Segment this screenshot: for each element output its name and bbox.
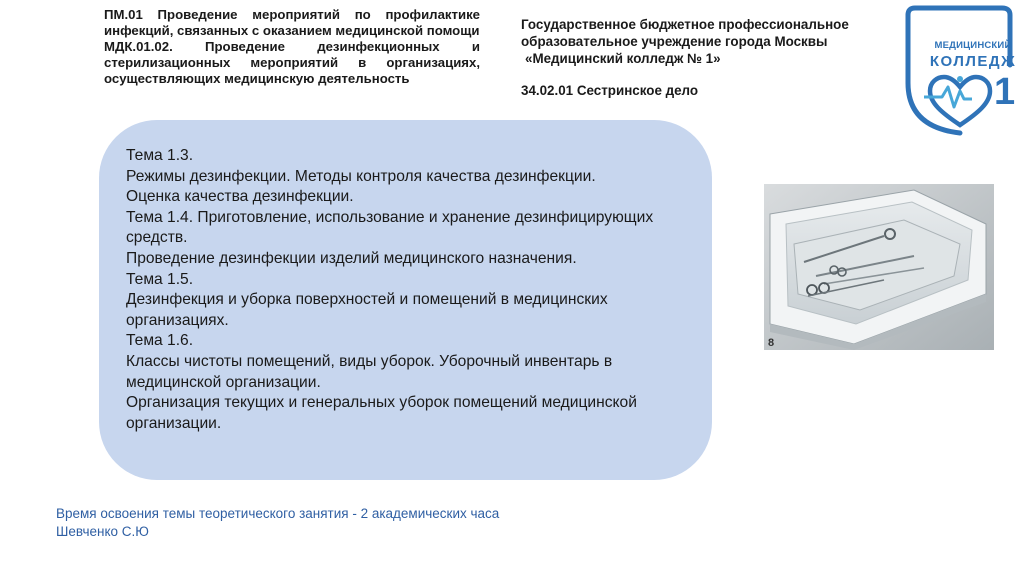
author-name: Шевченко С.Ю xyxy=(56,523,149,539)
institution-line-3: «Медицинский колледж № 1» xyxy=(525,51,721,66)
disinfection-tray-photo xyxy=(764,184,994,350)
topic-line: Тема 1.3. xyxy=(126,147,194,164)
tray-image xyxy=(764,184,994,350)
topic-line: Тема 1.4. Приготовление, использование и хранение дезинфицирующих средств. xyxy=(126,208,654,247)
topics-list xyxy=(126,146,701,434)
topic-line: Тема 1.6. xyxy=(126,332,194,350)
topic-line: Тема 1.5. xyxy=(126,270,194,288)
specialty-code: 34.02.01 Сестринское дело xyxy=(521,83,699,98)
heart-icon xyxy=(930,77,990,125)
college-logo xyxy=(902,5,1020,137)
photo-caption: 8 xyxy=(768,337,775,349)
module-title: ПМ.01 Проведение мероприятий по профилактике инфекций, связанных с оказанием медицинской помощи xyxy=(104,7,480,38)
logo-word-2: КОЛЛЕДЖ xyxy=(929,53,1017,70)
topic-line: Режимы дезинфекции. Методы контроля качества дезинфекции. xyxy=(126,167,596,185)
institution-line-2: образовательное учреждение города Москвы xyxy=(521,34,828,49)
topic-line: Организация текущих и генеральных уборок помещений медицинской организации. xyxy=(126,394,637,432)
institution-header xyxy=(521,16,901,99)
topic-line: Дезинфекция и уборка поверхностей и помещений в медицинских организациях. xyxy=(126,291,608,329)
institution-line-1: Государственное бюджетное профессиональное xyxy=(521,17,849,32)
footer xyxy=(56,505,499,540)
logo-word-1: МЕДИЦИНСКИЙ xyxy=(934,40,1012,51)
study-duration: Время освоения темы теоретического занятия - 2 академических часа xyxy=(56,506,500,521)
topic-line: Оценка качества дезинфекции. xyxy=(126,188,354,206)
module-header xyxy=(104,7,480,87)
topic-line: Классы чистоты помещений, виды уборок. Уборочный инвентарь в медицинской организации. xyxy=(126,352,613,391)
course-title: МДК.01.02. Проведение дезинфекционных и стерилизационных мероприятий в организациях, осуществляющих медицинскую деятельность xyxy=(104,39,480,86)
logo-number: 1 xyxy=(994,71,1016,113)
topics-panel xyxy=(99,120,712,480)
topic-line: Проведение дезинфекции изделий медицинского назначения. xyxy=(126,249,577,267)
